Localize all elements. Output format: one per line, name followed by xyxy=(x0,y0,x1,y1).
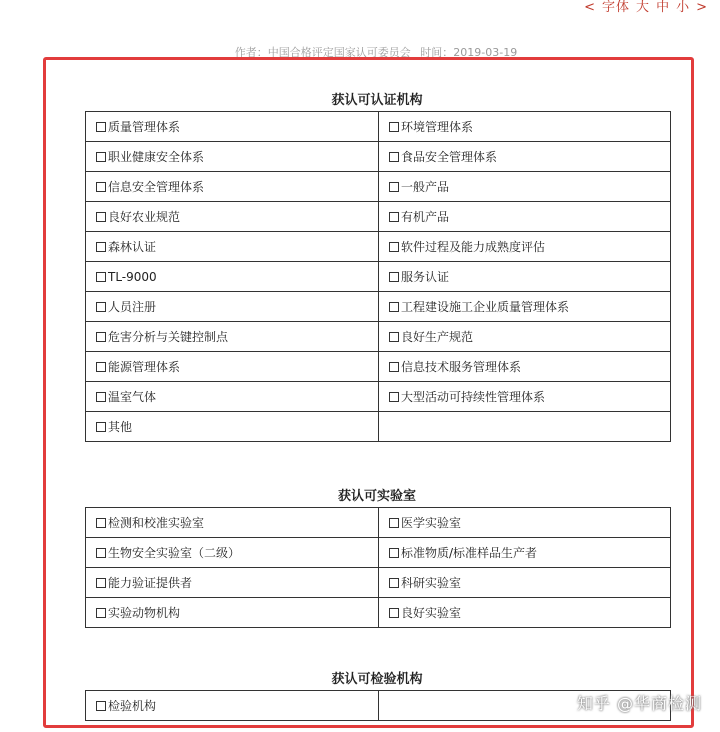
item-label: 检验机构 xyxy=(108,699,157,713)
checkbox-icon xyxy=(96,122,106,132)
checkbox-icon xyxy=(96,518,106,528)
item-label: 良好实验室 xyxy=(401,606,462,620)
item-label: 生物安全实验室（二级） xyxy=(108,546,241,560)
item-label: 标准物质/标准样品生产者 xyxy=(401,546,538,560)
checkbox-icon xyxy=(96,272,106,282)
table-cell xyxy=(86,412,379,442)
font-medium-link[interactable]: 中 xyxy=(656,0,671,15)
section-title: 获认可实验室 xyxy=(337,489,416,504)
checkbox-icon xyxy=(96,302,106,312)
table-cell xyxy=(379,322,671,352)
font-control-label: 字体 xyxy=(602,0,631,15)
item-label: 温室气体 xyxy=(108,390,157,404)
item-label: 人员注册 xyxy=(108,300,157,314)
table-cell xyxy=(379,568,671,598)
table-row xyxy=(86,322,671,352)
table-row xyxy=(86,112,671,142)
table-cell xyxy=(86,568,379,598)
watermark: 知乎 @华商检测 xyxy=(576,694,702,713)
table-row xyxy=(86,232,671,262)
item-label: 医学实验室 xyxy=(401,516,462,530)
item-label: 信息技术服务管理体系 xyxy=(401,360,522,374)
checkbox-icon xyxy=(96,182,106,192)
table-row xyxy=(86,202,671,232)
item-label: 森林认证 xyxy=(108,240,157,254)
item-label: 其他 xyxy=(108,420,133,434)
checkbox-icon xyxy=(389,608,399,618)
checkbox-icon xyxy=(389,182,399,192)
section-title: 获认可检验机构 xyxy=(331,672,423,687)
table-cell xyxy=(86,538,379,568)
checkbox-icon xyxy=(389,362,399,372)
table-cell xyxy=(379,142,671,172)
table-cell xyxy=(379,232,671,262)
checkbox-icon xyxy=(389,302,399,312)
table-cell xyxy=(379,202,671,232)
item-label: 信息安全管理体系 xyxy=(108,180,205,194)
checkbox-icon xyxy=(389,518,399,528)
item-label: 良好农业规范 xyxy=(108,210,181,224)
table-cell xyxy=(379,262,671,292)
item-label: 大型活动可持续性管理体系 xyxy=(401,390,546,404)
font-size-control xyxy=(584,0,708,16)
checkbox-icon xyxy=(96,242,106,252)
checkbox-icon xyxy=(389,548,399,558)
table-cell xyxy=(86,691,379,721)
table-cell xyxy=(379,352,671,382)
table-row xyxy=(86,508,671,538)
checkbox-icon xyxy=(389,332,399,342)
table-cell xyxy=(379,112,671,142)
item-label: 质量管理体系 xyxy=(108,120,181,134)
table-cell xyxy=(379,412,671,442)
table-cell xyxy=(379,538,671,568)
checkbox-icon xyxy=(389,578,399,588)
checkbox-icon xyxy=(96,578,106,588)
item-label: 能力验证提供者 xyxy=(108,576,193,590)
checkbox-icon xyxy=(389,392,399,402)
table-row xyxy=(86,142,671,172)
item-label: 有机产品 xyxy=(401,210,450,224)
table-cell xyxy=(86,322,379,352)
item-label: 检测和校准实验室 xyxy=(108,516,205,530)
checkbox-icon xyxy=(96,422,106,432)
table-row xyxy=(86,292,671,322)
table-cell xyxy=(86,202,379,232)
checkbox-icon xyxy=(389,242,399,252)
table-cell xyxy=(86,262,379,292)
item-label: 软件过程及能力成熟度评估 xyxy=(401,240,546,254)
table-cell xyxy=(379,172,671,202)
item-label: 能源管理体系 xyxy=(108,360,181,374)
checkbox-icon xyxy=(96,152,106,162)
article-author: 作者：中国合格评定国家认可委员会 xyxy=(234,46,411,59)
checkbox-icon xyxy=(96,212,106,222)
table-cell xyxy=(379,598,671,628)
item-label: 服务认证 xyxy=(401,270,450,284)
article-time: 时间：2019-03-19 xyxy=(420,46,518,59)
item-label: 科研实验室 xyxy=(401,576,462,590)
table-cell xyxy=(86,142,379,172)
table-cell xyxy=(86,172,379,202)
section-title: 获认可认证机构 xyxy=(331,93,423,108)
checkbox-icon xyxy=(96,548,106,558)
table-cell xyxy=(86,352,379,382)
item-label: 实验动物机构 xyxy=(108,606,181,620)
checkbox-icon xyxy=(96,701,106,711)
table-row xyxy=(86,262,671,292)
item-label: 工程建设施工企业质量管理体系 xyxy=(401,300,570,314)
table-row xyxy=(86,352,671,382)
table-row xyxy=(86,412,671,442)
table-cell xyxy=(379,292,671,322)
item-label: TL-9000 xyxy=(108,269,157,284)
accreditation-table xyxy=(85,111,671,442)
table-cell xyxy=(379,508,671,538)
item-label: 一般产品 xyxy=(401,180,450,194)
checkbox-icon xyxy=(389,152,399,162)
table-cell xyxy=(86,598,379,628)
table-row xyxy=(86,172,671,202)
item-label: 食品安全管理体系 xyxy=(401,150,498,164)
table-row xyxy=(86,598,671,628)
item-label: 危害分析与关键控制点 xyxy=(108,330,229,344)
font-control-open: < xyxy=(584,0,597,15)
accreditation-table xyxy=(85,507,671,628)
table-cell xyxy=(86,292,379,322)
font-control-close: > xyxy=(696,0,708,15)
table-row xyxy=(86,568,671,598)
checkbox-icon xyxy=(389,122,399,132)
checkbox-icon xyxy=(96,362,106,372)
checkbox-icon xyxy=(96,608,106,618)
table-cell xyxy=(86,232,379,262)
item-label: 环境管理体系 xyxy=(401,120,474,134)
font-large-link[interactable]: 大 xyxy=(636,0,651,15)
item-label: 良好生产规范 xyxy=(401,330,474,344)
table-row xyxy=(86,538,671,568)
font-small-link[interactable]: 小 xyxy=(676,0,691,15)
table-cell xyxy=(86,112,379,142)
checkbox-icon xyxy=(96,332,106,342)
table-row xyxy=(86,382,671,412)
table-cell xyxy=(86,382,379,412)
checkbox-icon xyxy=(96,392,106,402)
table-cell xyxy=(86,508,379,538)
checkbox-icon xyxy=(389,272,399,282)
table-cell xyxy=(379,382,671,412)
checkbox-icon xyxy=(389,212,399,222)
item-label: 职业健康安全体系 xyxy=(108,150,205,164)
